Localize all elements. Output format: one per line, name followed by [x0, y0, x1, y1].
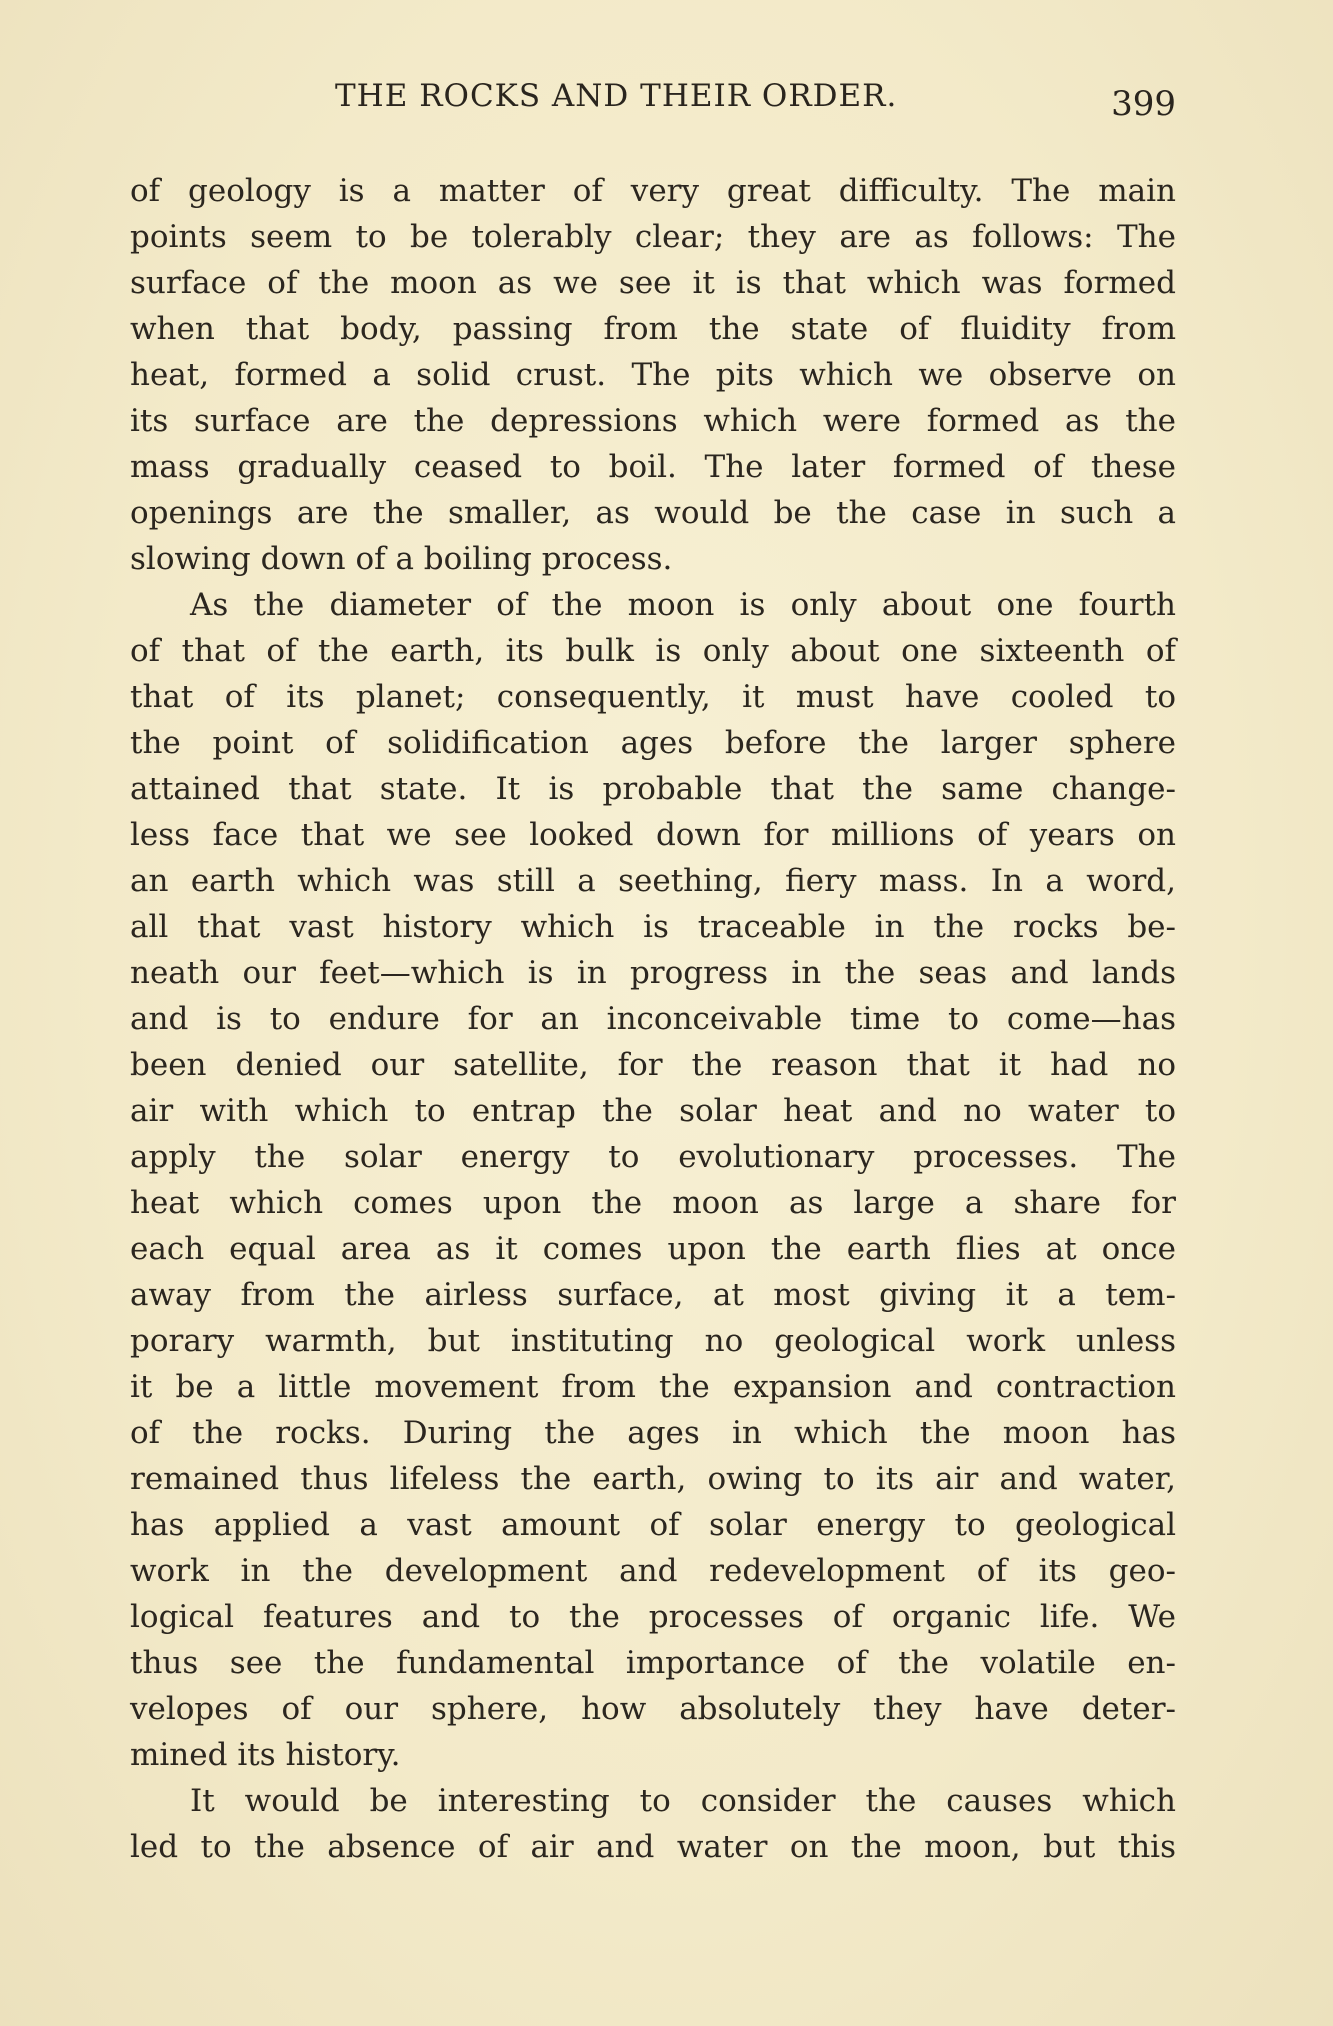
text-line: As the diameter of the moon is only about one fourth [190, 587, 1176, 623]
text-line: openings are the smaller, as would be the case in such a [130, 495, 1176, 531]
text-line: it be a little movement from the expansion and contraction [130, 1369, 1176, 1405]
text-line: work in the development and redevelopment of its geo- [130, 1553, 1176, 1589]
text-line: away from the airless surface, at most giving it a tem- [130, 1277, 1176, 1313]
text-line: velopes of our sphere, how absolutely they have deter- [130, 1691, 1176, 1727]
text-line: mined its history. [130, 1737, 401, 1773]
text-line: of geology is a matter of very great difficulty. The main [130, 173, 1176, 209]
text-line: of that of the earth, its bulk is only about one sixteenth of [130, 633, 1176, 669]
text-line: logical features and to the processes of organic life. We [130, 1599, 1176, 1635]
text-line: its surface are the depressions which were formed as the [130, 403, 1176, 439]
text-line: attained that state. It is probable that the same change- [130, 771, 1176, 807]
text-line: all that vast history which is traceable in the rocks be- [130, 909, 1176, 945]
text-line: and is to endure for an inconceivable time to come—has [130, 1001, 1176, 1037]
page-number: 399 [1111, 84, 1176, 124]
text-line: air with which to entrap the solar heat and no water to [130, 1093, 1176, 1129]
text-line: the point of solidification ages before the larger sphere [130, 725, 1176, 761]
text-line: each equal area as it comes upon the earth flies at once [130, 1231, 1176, 1267]
text-line: It would be interesting to consider the causes which [190, 1783, 1176, 1819]
text-line: porary warmth, but instituting no geological work unless [130, 1323, 1176, 1359]
text-line: thus see the fundamental importance of the volatile en- [130, 1645, 1176, 1681]
text-line: an earth which was still a seething, fiery mass. In a word, [130, 863, 1176, 899]
text-line: points seem to be tolerably clear; they are as follows: The [130, 219, 1176, 255]
body-text [130, 168, 1176, 1870]
text-line: slowing down of a boiling process. [130, 541, 673, 577]
text-line: neath our feet—which is in progress in the seas and lands [130, 955, 1176, 991]
text-line: heat which comes upon the moon as large a share for [130, 1185, 1176, 1221]
text-line: less face that we see looked down for millions of years on [130, 817, 1176, 853]
text-line: surface of the moon as we see it is that which was formed [130, 265, 1176, 301]
text-line: heat, formed a solid crust. The pits which we observe on [130, 357, 1176, 393]
text-line: has applied a vast amount of solar energy to geological [130, 1507, 1176, 1543]
text-line: that of its planet; consequently, it must have cooled to [130, 679, 1176, 715]
text-line: apply the solar energy to evolutionary processes. The [130, 1139, 1176, 1175]
text-line: been denied our satellite, for the reason that it had no [130, 1047, 1176, 1083]
text-line: of the rocks. During the ages in which the moon has [130, 1415, 1176, 1451]
text-line: remained thus lifeless the earth, owing to its air and water, [130, 1461, 1176, 1497]
text-line: mass gradually ceased to boil. The later formed of these [130, 449, 1176, 485]
text-line: when that body, passing from the state of fluidity from [130, 311, 1176, 347]
running-head: THE ROCKS AND THEIR ORDER. [335, 78, 898, 114]
page-header [130, 78, 1176, 130]
text-line: led to the absence of air and water on the moon, but this [130, 1829, 1176, 1865]
